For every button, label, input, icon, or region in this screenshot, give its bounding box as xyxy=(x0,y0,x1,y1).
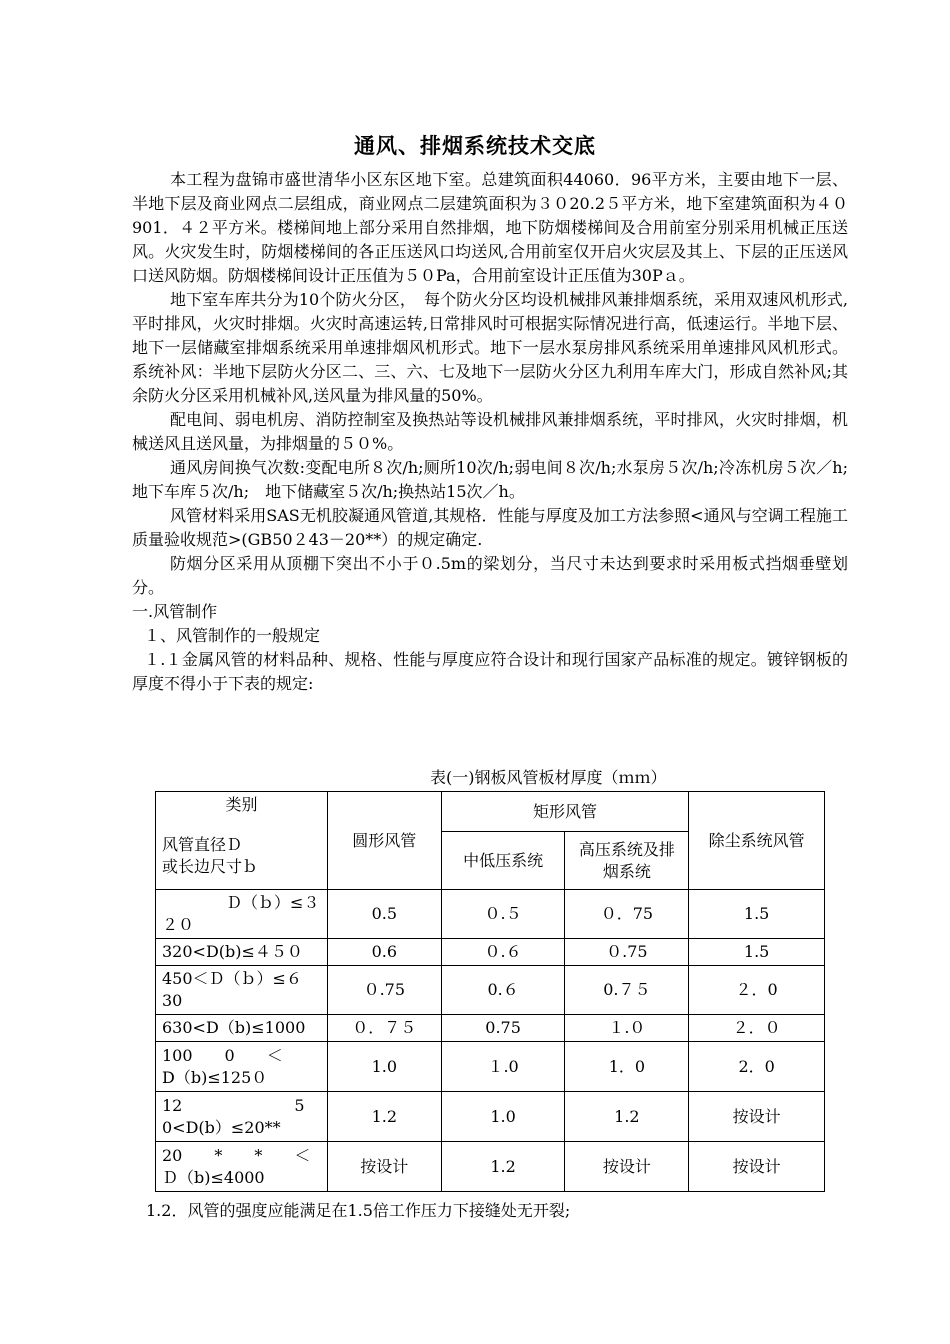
cell-high: 0.７５ xyxy=(565,966,689,1015)
cell-low: 0.６ xyxy=(441,966,565,1015)
cell-high: 1.2 xyxy=(565,1092,689,1142)
table-row xyxy=(156,1092,825,1142)
header-round: 圆形风管 xyxy=(327,792,441,890)
table-row xyxy=(156,966,825,1015)
cell-round: 1.2 xyxy=(327,1092,441,1142)
cell-round: 0.5 xyxy=(327,890,441,939)
header-category-cell xyxy=(156,792,328,890)
table-row xyxy=(156,890,825,939)
row-dimension: 450＜Ｄ（ｂ）≤６30 xyxy=(156,966,328,1015)
table-row xyxy=(156,1142,825,1192)
row-dimension: Ｄ（ｂ）≤３２０ xyxy=(156,890,328,939)
header-rect: 矩形风管 xyxy=(441,792,689,832)
row-dimension: 320<D(b)≤４５０ xyxy=(156,939,328,966)
cell-high: ０．75 xyxy=(565,890,689,939)
table-row xyxy=(156,939,825,966)
cell-dust: 2．0 xyxy=(689,1042,825,1092)
item-1-2: 1.2．风管的强度应能满足在1.5倍工作压力下接缝处无开裂; xyxy=(146,1201,571,1220)
row-dimension: 100 0 ＜ D（b)≤125０ xyxy=(156,1042,328,1092)
cell-dust: 1.5 xyxy=(689,890,825,939)
paragraph-garage: 地下室车库共分为10个防火分区， 每个防火分区均设机械排风兼排烟系统，采用双速风机形式,平时排风，火灾时排烟。火灾时高速运转,日常排风时可根据实际情况进行高，低速运行。半地下层、地下一层储藏室排烟系统采用单速排烟风机形式。地下一层水泵房排风系统采用单速排风风机形式。系统补风：半地下层防火分区二、三、六、七及地下一层防火分区九利用车库大门，形成自然补风;其余防火分区采用机械补风,送风量为排风量的50%。 xyxy=(132,290,848,405)
cell-high: 按设计 xyxy=(565,1142,689,1192)
item-1-1: １.１金属风管的材料品种、规格、性能与厚度应符合设计和现行国家产品标准的规定。镀锌钢板的厚度不得小于下表的规定: xyxy=(132,650,848,693)
row-dimension: 20 * * ＜Ｄ（b)≤4000 xyxy=(156,1142,328,1192)
section-heading: 一.风管制作 xyxy=(132,602,218,621)
header-low-pressure: 中低压系统 xyxy=(441,832,565,890)
cell-high: ０.75 xyxy=(565,939,689,966)
table-caption: 表(一)钢板风管板材厚度（ｍｍ） xyxy=(430,768,667,787)
table-row xyxy=(156,1015,825,1042)
cell-low: ０.６ xyxy=(441,939,565,966)
paragraph-smoke-zones: 防烟分区采用从顶棚下突出不小于０.5m的梁划分，当尺寸未达到要求时采用板式挡烟垂壁划分。 xyxy=(132,554,848,597)
paragraph-overview: 本工程为盘锦市盛世清华小区东区地下室。总建筑面积44060．96平方米，主要由地下一层、半地下层及商业网点二层组成，商业网点二层建筑面积为３０20.2５平方米，地下室建筑面积为４０901．４２平方米。楼梯间地上部分采用自然排烟，地下防烟楼梯间及合用前室分别采用机械正压送风。火灾发生时，防烟楼梯间的各正压送风口均送风,合用前室仅开启火灾层及其上、下层的正压送风口送风防烟。防烟楼梯间设计正压值为５０Pa，合用前室设计正压值为30Pａ。 xyxy=(132,170,848,285)
paragraph-equipment-rooms: 配电间、弱电机房、消防控制室及换热站等设机械排风兼排烟系统，平时排风，火灾时排烟，机械送风且送风量，为排烟量的５０%。 xyxy=(132,410,848,453)
cell-dust: 按设计 xyxy=(689,1092,825,1142)
header-dim-2: 或长边尺寸ｂ xyxy=(162,857,259,876)
cell-dust: ２．０ xyxy=(689,1015,825,1042)
header-dust: 除尘系统风管 xyxy=(689,792,825,890)
row-dimension: 12 5 0<D(b）≤20** xyxy=(156,1092,328,1142)
cell-dust: 按设计 xyxy=(689,1142,825,1192)
cell-low: 0.75 xyxy=(441,1015,565,1042)
header-dim-1: 风管直径Ｄ xyxy=(162,835,243,854)
row-dimension: 630<D（b)≤1000 xyxy=(156,1015,328,1042)
subsection-heading: １、风管制作的一般规定 xyxy=(144,626,321,645)
header-high-pressure: 高压系统及排烟系统 xyxy=(565,832,689,890)
cell-low: ０.５ xyxy=(441,890,565,939)
cell-round: 0.6 xyxy=(327,939,441,966)
paragraph-duct-material: 风管材料采用SAS无机胶凝通风管道,其规格．性能与厚度及加工方法参照<通风与空调工程施工质量验收规范>(GB50２43－20**）的规定确定. xyxy=(132,506,848,549)
table-row xyxy=(156,1042,825,1092)
cell-high: １.０ xyxy=(565,1015,689,1042)
cell-low: 1.0 xyxy=(441,1092,565,1142)
cell-low: １.0 xyxy=(441,1042,565,1092)
header-category: 类别 xyxy=(225,795,258,814)
document-title: 通风、排烟系统技术交底 xyxy=(354,134,596,158)
body-text xyxy=(132,168,848,696)
cell-round: 1.0 xyxy=(327,1042,441,1092)
cell-round: ０.75 xyxy=(327,966,441,1015)
cell-round: ０．７５ xyxy=(327,1015,441,1042)
cell-high: 1．0 xyxy=(565,1042,689,1092)
paragraph-air-changes: 通风房间换气次数:变配电所８次/h;厕所10次/h;弱电间８次/h;水泵房５次/h;冷冻机房５次／h;地下车库５次/h; 地下储藏室５次/h;换热站15次／h。 xyxy=(132,458,848,501)
thickness-table xyxy=(155,791,825,1192)
cell-round: 按设计 xyxy=(327,1142,441,1192)
cell-dust: 1.5 xyxy=(689,939,825,966)
cell-dust: ２．0 xyxy=(689,966,825,1015)
cell-low: 1.2 xyxy=(441,1142,565,1192)
